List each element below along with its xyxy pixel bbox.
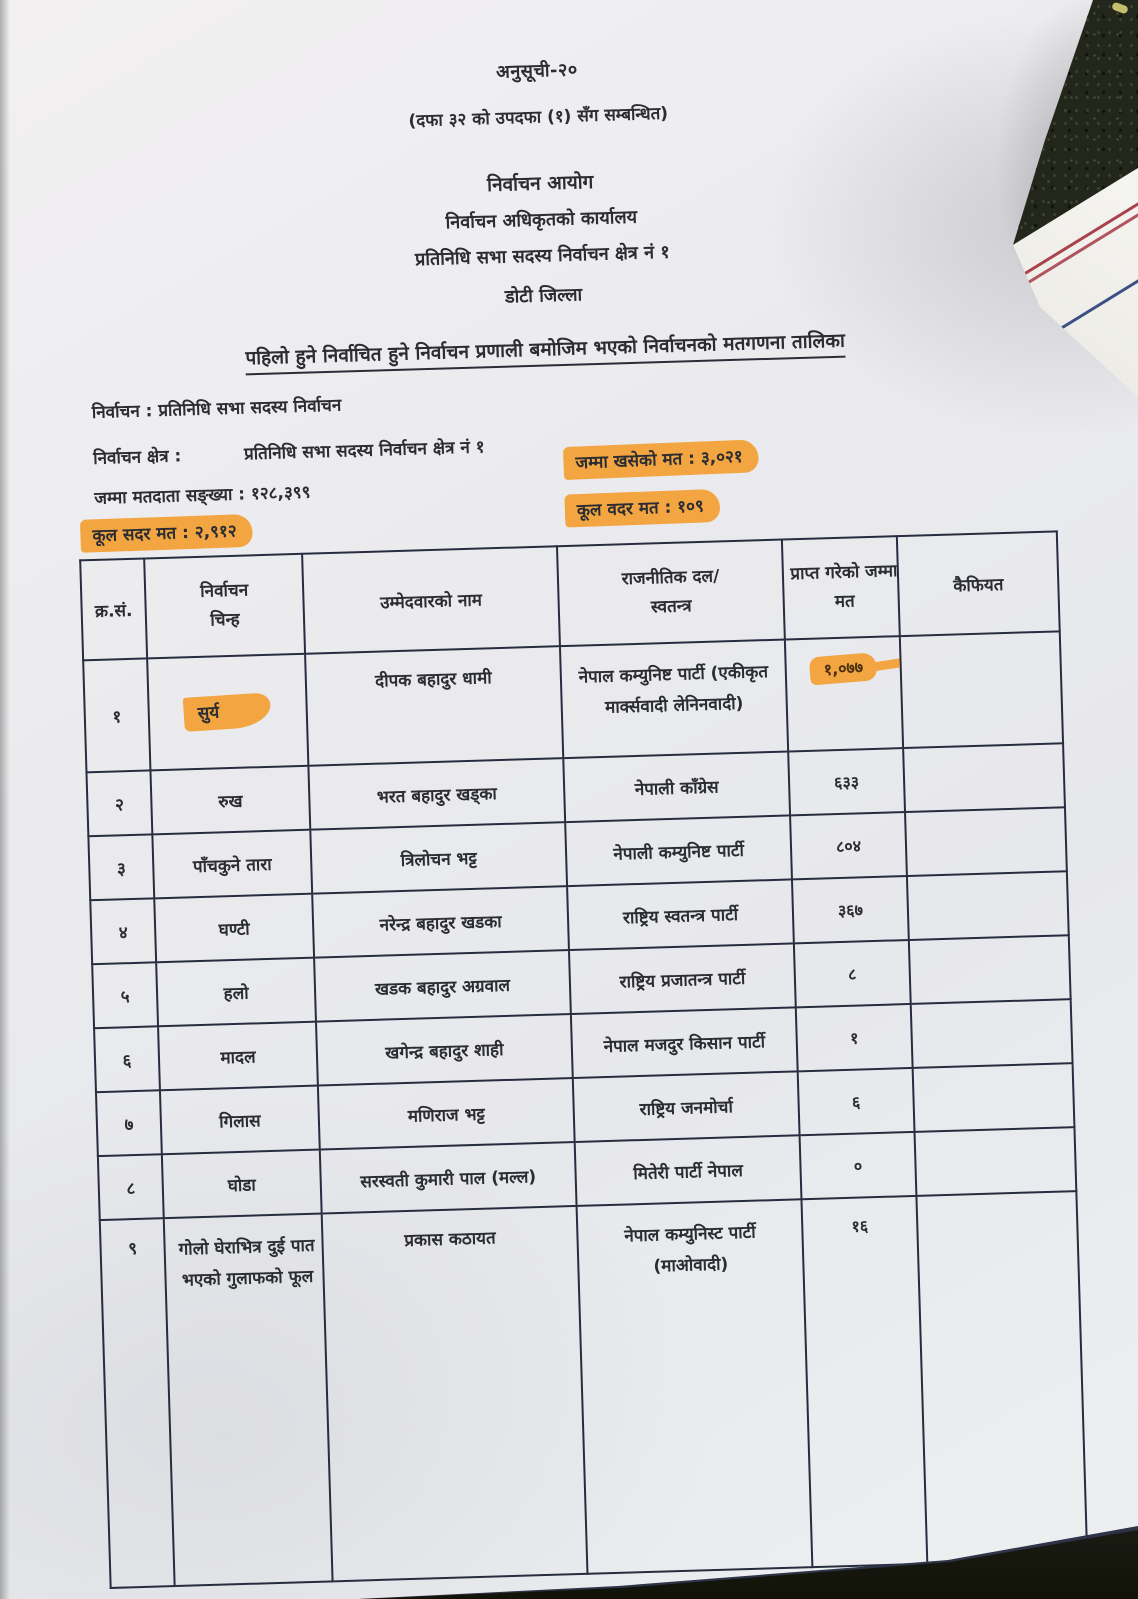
cell-remarks xyxy=(909,935,1071,1004)
constituency-line xyxy=(93,434,485,469)
cell-votes: ६ xyxy=(798,1068,915,1135)
cell-sn: ९ xyxy=(100,1218,175,1588)
cell-symbol: घोडा xyxy=(162,1150,322,1219)
cell-candidate: खडक बहादुर अग्रवाल xyxy=(314,950,571,1022)
election-value: प्रतिनिधि सभा सदस्य निर्वाचन xyxy=(158,395,342,422)
constituency-value: प्रतिनिधि सभा सदस्य निर्वाचन क्षेत्र नं १ xyxy=(243,437,485,465)
total-voters-line: जम्मा मतदाता सङ्ख्या : १२८,३९९ xyxy=(94,482,311,509)
cell-party: नेपाली काँग्रेस xyxy=(563,751,790,822)
cell-party: नेपाल मजदुर किसान पार्टी xyxy=(571,1007,798,1078)
table-row xyxy=(100,1191,1087,1588)
cell-symbol: हलो xyxy=(156,958,316,1027)
cell-candidate: प्रकास कठायत xyxy=(322,1206,588,1581)
cell-remarks xyxy=(916,1191,1087,1564)
constituency-label: निर्वाचन क्षेत्र : xyxy=(92,446,182,469)
office-name: निर्वाचन अधिकृतको कार्यालय xyxy=(445,206,638,234)
cell-symbol xyxy=(147,654,308,771)
col-header-symbol: निर्वाचन चिन्ह xyxy=(144,554,305,659)
cell-symbol: गोलो घेराभित्र दुई पात भएको गुलाफको फूल xyxy=(164,1214,333,1587)
cell-symbol: मादल xyxy=(158,1022,318,1091)
cell-votes: ० xyxy=(800,1132,917,1199)
cell-votes: ८०४ xyxy=(790,812,907,879)
cell-party: राष्ट्रिय प्रजातन्त्र पार्टी xyxy=(569,943,796,1014)
cell-sn: ७ xyxy=(96,1090,162,1156)
col-header-candidate: उम्मेदवारको नाम xyxy=(302,546,560,654)
vote-count-table xyxy=(79,530,1088,1589)
cell-sn: ३ xyxy=(88,834,154,900)
col-header-party: राजनीतिक दल/स्वतन्त्र xyxy=(557,540,785,647)
cell-party: नेपाल कम्युनिस्ट पार्टी (माओवादी) xyxy=(577,1199,813,1574)
cell-party: मितेरी पार्टी नेपाल xyxy=(575,1135,802,1206)
cell-votes: ३६७ xyxy=(792,876,909,943)
cell-candidate: सरस्वती कुमारी पाल (मल्ल) xyxy=(320,1142,577,1214)
commission-name: निर्वाचन आयोग xyxy=(486,171,594,197)
cell-remarks xyxy=(915,1127,1077,1196)
invalid-votes-highlight: कूल वदर मत : १०९ xyxy=(564,489,720,528)
constituency-name: प्रतिनिधि सभा सदस्य निर्वाचन क्षेत्र नं १ xyxy=(414,241,670,271)
valid-votes-highlight: कूल सदर मत : २,९१२ xyxy=(80,514,253,553)
cell-remarks xyxy=(911,999,1073,1068)
cell-sn: १ xyxy=(83,658,150,772)
cell-votes: १६ xyxy=(801,1196,927,1567)
election-label: निर्वाचन : xyxy=(91,401,153,423)
cell-candidate: नरेन्द्र बहादुर खडका xyxy=(312,886,569,958)
district-name: डोटी जिल्ला xyxy=(504,284,583,308)
cell-candidate: त्रिलोचन भट्ट xyxy=(310,822,567,894)
cell-sn: ४ xyxy=(90,898,156,964)
cell-remarks xyxy=(903,743,1065,812)
cell-candidate: मणिराज भट्ट xyxy=(318,1078,575,1150)
cell-votes: ८ xyxy=(794,940,911,1007)
cell-remarks xyxy=(907,871,1069,940)
cell-votes: ६३३ xyxy=(788,748,905,815)
cell-sn: ५ xyxy=(92,962,158,1028)
cell-sn: ६ xyxy=(94,1026,160,1092)
cell-remarks xyxy=(905,807,1067,876)
election-line xyxy=(91,393,341,423)
cell-votes: १ xyxy=(796,1004,913,1071)
cell-sn: २ xyxy=(86,770,152,836)
cell-party: राष्ट्रिय जनमोर्चा xyxy=(573,1071,800,1142)
symbol-highlight: सुर्य xyxy=(183,692,272,732)
cell-candidate: दीपक बहादुर धामी xyxy=(305,646,563,766)
cell-remarks xyxy=(900,631,1063,748)
votes-cast-highlight: जम्मा खसेको मत : ३,०२१ xyxy=(563,439,759,480)
schedule-label: अनुसूची-२० xyxy=(495,59,579,83)
cell-symbol: पाँचकुने तारा xyxy=(152,830,312,899)
cell-symbol: रुख xyxy=(150,766,310,835)
col-header-sn: क्र.सं. xyxy=(80,559,147,661)
cell-party: राष्ट्रिय स्वतन्त्र पार्टी xyxy=(567,879,794,950)
cell-party: नेपाली कम्युनिष्ट पार्टी xyxy=(565,815,792,886)
cell-sn: ८ xyxy=(98,1154,164,1220)
cell-symbol: गिलास xyxy=(160,1086,320,1155)
cell-party: नेपाल कम्युनिष्ट पार्टी (एकीकृत मार्क्सवादी लेनिनवादी) xyxy=(560,640,788,759)
document-title: पहिलो हुने निर्वाचित हुने निर्वाचन प्रणाली बमोजिम भएको निर्वाचनको मतगणना तालिका xyxy=(245,327,845,376)
cell-remarks xyxy=(913,1063,1075,1132)
votes-highlight: १,०७७ xyxy=(809,652,878,685)
col-header-remarks: कैफियत xyxy=(897,531,1060,636)
section-reference: (दफा ३२ को उपदफा (१) सँग सम्बन्धित) xyxy=(408,103,669,132)
col-header-votes: प्राप्त गरेको जम्मा मत xyxy=(782,536,900,639)
cell-votes xyxy=(785,636,903,751)
cell-symbol: घण्टी xyxy=(154,894,314,963)
document-header xyxy=(0,42,1105,383)
cell-candidate: खगेन्द्र बहादुर शाही xyxy=(316,1014,573,1086)
cell-candidate: भरत बहादुर खड्का xyxy=(308,758,565,830)
